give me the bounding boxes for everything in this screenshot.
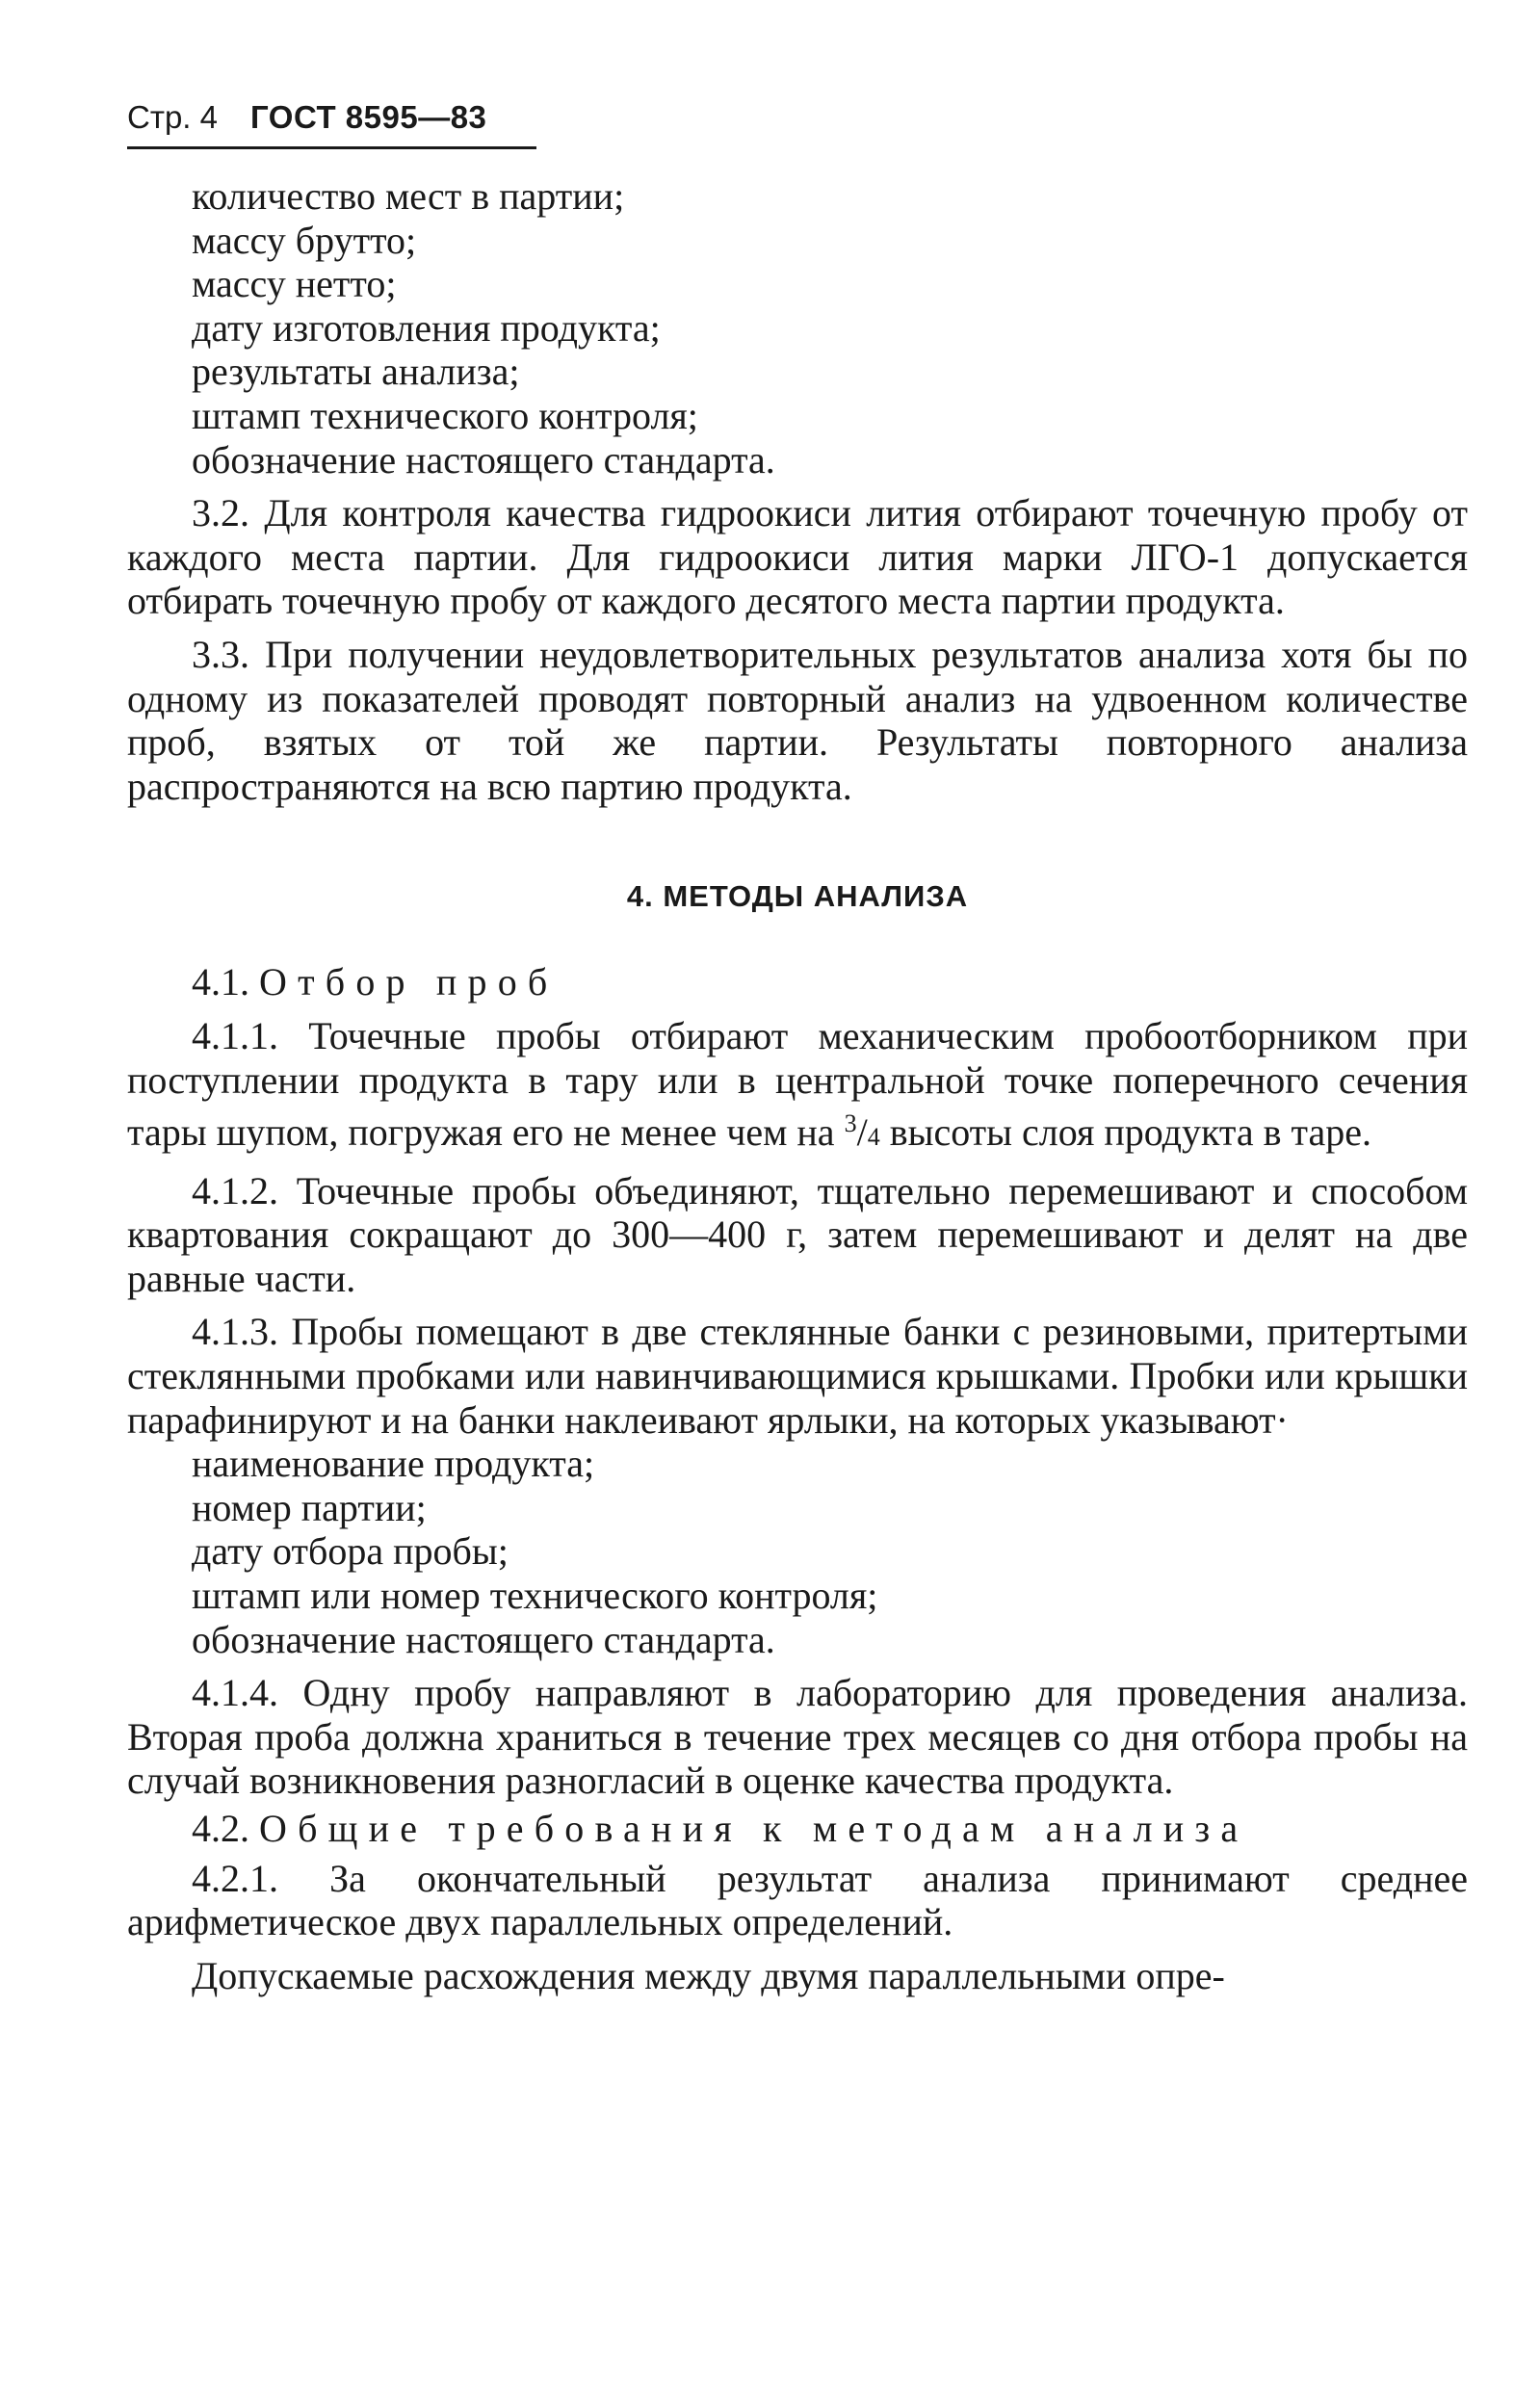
paragraph-text: 4.1.1. Точечные пробы отбирают механическим пробоотборником при поступлении продукта в тару или в центральной точке поперечного сечения тары шупом, погружая его не менее чем на (127, 1013, 1468, 1155)
paragraph-text: высоты слоя продукта в таре. (889, 1110, 1371, 1155)
fraction (845, 1110, 880, 1154)
list-item: дату изготовления продукта; (192, 305, 661, 350)
paragraph-4-2-1: 4.2.1. За окончательный результат анализа принимают среднее арифметическое двух параллельных определений. (127, 1856, 1468, 1944)
subheading-4-1 (127, 960, 1468, 1004)
document-code: ГОСТ 8595—83 (250, 99, 487, 135)
page-header (127, 96, 536, 139)
subheading-title: Отбор проб (259, 960, 559, 1004)
paragraph-4-1-1 (127, 1014, 1468, 1160)
paragraph-3-3: 3.3. При получении неудовлетворительных результатов анализа хотя бы по одному из показателей проводят повторный анализ на удвоенном количестве проб, взятых от той же партии. Результаты повторного анализа распространяются на всю партию продукта. (127, 632, 1468, 808)
list-item: штамп или номер технического контроля; (192, 1574, 878, 1618)
list-item: массу нетто; (192, 262, 397, 306)
list-item: наименование продукта; (192, 1442, 595, 1486)
subheading-number: 4.2. (192, 1807, 249, 1850)
header-rule (127, 146, 536, 149)
list-item: количество мест в партии; (192, 174, 625, 218)
list-item: массу брутто; (192, 218, 417, 262)
list-item: результаты анализа; (192, 350, 520, 394)
list-item: дату отбора пробы; (192, 1529, 509, 1574)
section-title: 4. МЕТОДЫ АНАЛИЗА (626, 879, 969, 914)
list-item: обозначение настоящего стандарта. (192, 437, 775, 482)
subheading-title: Общие требования к методам анализа (259, 1807, 1249, 1850)
batch-document-list (127, 174, 1468, 482)
list-item: обозначение настоящего стандарта. (192, 1617, 775, 1661)
list-item: штамп технического контроля; (192, 393, 698, 437)
fraction-numerator: 3 (844, 1109, 857, 1138)
subheading-number: 4.1. (192, 960, 249, 1004)
document-body (127, 174, 1468, 1997)
paragraph-3-2: 3.2. Для контроля качества гидроокиси лития отбирают точечную пробу от каждого места партии. Для гидроокиси лития марки ЛГО-1 допускается отбирать точечную пробу от каждого десятого места партии продукта. (127, 491, 1468, 623)
page-number: Стр. 4 (127, 99, 218, 135)
list-item: номер партии; (192, 1485, 427, 1529)
fraction-separator: / (856, 1110, 868, 1155)
paragraph-tolerances: Допускаемые расхождения между двумя параллельными опре- (192, 1953, 1225, 1997)
paragraph-4-1-3: 4.1.3. Пробы помещают в две стеклянные банки с резиновыми, притертыми стеклянными пробками или навинчивающимися крышками. Пробки или крышки парафинируют и на банки наклеивают ярлыки, на которых указывают· (127, 1310, 1468, 1442)
paragraph-4-1-2: 4.1.2. Точечные пробы объединяют, тщательно перемешивают и способом квартования сокращают до 300—400 г, затем перемешивают и делят на две равные части. (127, 1168, 1468, 1300)
fraction-denominator: 4 (867, 1123, 880, 1152)
label-contents-list (127, 1442, 1468, 1661)
subheading-4-2 (127, 1807, 1468, 1851)
paragraph-4-1-4: 4.1.4. Одну пробу направляют в лабораторию для проведения анализа. Вторая проба должна храниться в течение трех месяцев со дня отбора пробы на случай возникновения разногласий в оценке качества продукта. (127, 1671, 1468, 1803)
